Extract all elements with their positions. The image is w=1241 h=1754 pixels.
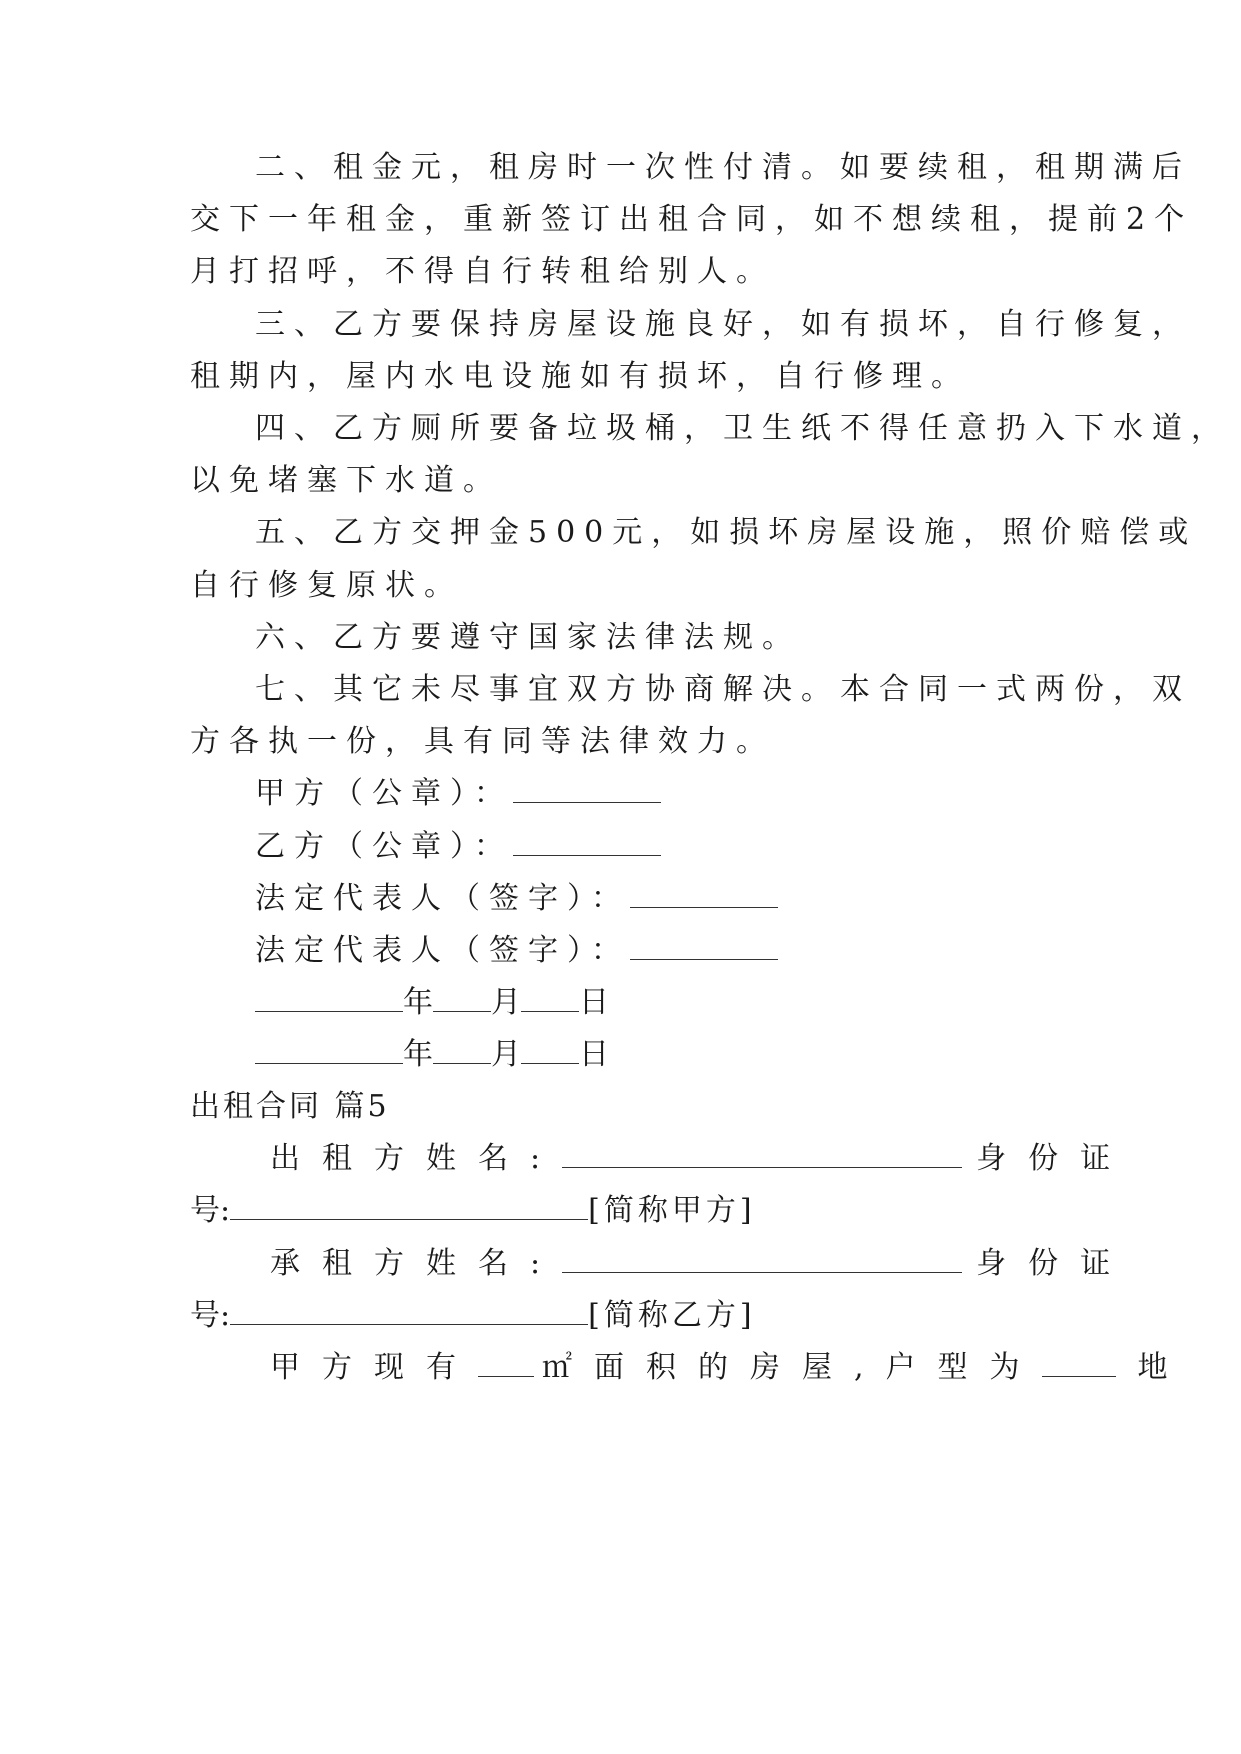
lessee-row bbox=[270, 1244, 1133, 1284]
date-row-1 bbox=[255, 983, 1055, 1023]
party-a-seal-label: 甲方（公章）： bbox=[255, 776, 513, 811]
rep-2-signature-blank[interactable] bbox=[630, 933, 778, 960]
party-b-seal-row bbox=[255, 827, 1055, 867]
property-area-blank[interactable] bbox=[478, 1350, 534, 1377]
rep-2-signature-label: 法定代表人（签字）： bbox=[255, 933, 630, 968]
clause-6-line-1: 六、乙方要遵守国家法律法规。 bbox=[255, 620, 801, 655]
lessor-name-blank[interactable] bbox=[562, 1141, 962, 1168]
date-2-day-blank[interactable] bbox=[521, 1037, 579, 1064]
section-title: 出租合同 篇5 bbox=[190, 1089, 390, 1124]
date-2-month-blank[interactable] bbox=[433, 1037, 491, 1064]
date-1-year-label: 年 bbox=[403, 985, 433, 1020]
clause-2-line-1: 二、租金元，租房时一次性付清。如要续租，租期满后 bbox=[255, 150, 1191, 185]
lessee-name-label: 承租方姓名: bbox=[270, 1246, 563, 1281]
clause-4-line-2: 以免堵塞下水道。 bbox=[190, 463, 502, 498]
date-1-year-blank[interactable] bbox=[255, 985, 403, 1012]
property-layout-blank[interactable] bbox=[1042, 1350, 1116, 1377]
party-a-seal-blank[interactable] bbox=[513, 776, 661, 803]
date-2-year-blank[interactable] bbox=[255, 1037, 403, 1064]
clause-2-line-3: 月打招呼，不得自行转租给别人。 bbox=[190, 254, 775, 289]
date-2-month-label: 月 bbox=[491, 1037, 521, 1072]
property-prefix: 甲方现有 bbox=[270, 1350, 478, 1385]
date-1-day-blank[interactable] bbox=[521, 985, 579, 1012]
clause-4-line-1: 四、乙方厕所要备垃圾桶，卫生纸不得任意扔入下水道， bbox=[255, 411, 1230, 446]
date-2-year-label: 年 bbox=[403, 1037, 433, 1072]
party-b-seal-label: 乙方（公章）： bbox=[255, 829, 513, 864]
date-2-day-label: 日 bbox=[579, 1037, 609, 1072]
party-a-seal-row bbox=[255, 774, 1055, 814]
clause-5-line-2: 自行修复原状。 bbox=[190, 568, 463, 603]
lessee-id-label: 身份证 bbox=[976, 1246, 1133, 1281]
date-1-month-blank[interactable] bbox=[433, 985, 491, 1012]
clause-2-line-2: 交下一年租金，重新签订出租合同，如不想续租，提前2个 bbox=[190, 202, 1194, 237]
date-1-day-label: 日 bbox=[579, 985, 609, 1020]
clause-3-line-1: 三、乙方要保持房屋设施良好，如有损坏，自行修复， bbox=[255, 307, 1191, 342]
lessee-abbreviation: [简称乙方] bbox=[588, 1298, 756, 1333]
lessor-id-suffix: 号: bbox=[190, 1193, 231, 1228]
clause-7-line-1: 七、其它未尽事宜双方协商解决。本合同一式两份，双 bbox=[255, 672, 1191, 707]
lessee-id-suffix: 号: bbox=[190, 1298, 231, 1333]
property-end-text: 地 bbox=[1137, 1350, 1168, 1385]
lessor-name-label: 出租方姓名: bbox=[270, 1141, 563, 1176]
lessee-id-blank[interactable] bbox=[230, 1298, 588, 1325]
rep-2-signature-row bbox=[255, 931, 1055, 971]
clause-5-line-1: 五、乙方交押金500元，如损坏房屋设施，照价赔偿或 bbox=[255, 515, 1198, 550]
rep-1-signature-label: 法定代表人（签字）： bbox=[255, 881, 630, 916]
lessor-id-label: 身份证 bbox=[976, 1141, 1133, 1176]
lessee-id-row bbox=[190, 1296, 1060, 1336]
party-b-seal-blank[interactable] bbox=[513, 829, 661, 856]
lessor-row bbox=[270, 1139, 1133, 1179]
date-1-month-label: 月 bbox=[491, 985, 521, 1020]
property-unit-text: ㎡面积的房屋,户型为 bbox=[542, 1350, 1042, 1385]
lessee-name-blank[interactable] bbox=[562, 1246, 962, 1273]
clause-3-line-2: 租期内，屋内水电设施如有损坏，自行修理。 bbox=[190, 359, 970, 394]
rep-1-signature-row bbox=[255, 879, 1055, 919]
lessor-id-blank[interactable] bbox=[230, 1193, 588, 1220]
rep-1-signature-blank[interactable] bbox=[630, 881, 778, 908]
clause-7-line-2: 方各执一份，具有同等法律效力。 bbox=[190, 724, 775, 759]
date-row-2 bbox=[255, 1035, 1055, 1075]
lessor-abbreviation: [简称甲方] bbox=[588, 1193, 756, 1228]
property-row bbox=[270, 1348, 1168, 1388]
lessor-id-row bbox=[190, 1191, 1060, 1231]
